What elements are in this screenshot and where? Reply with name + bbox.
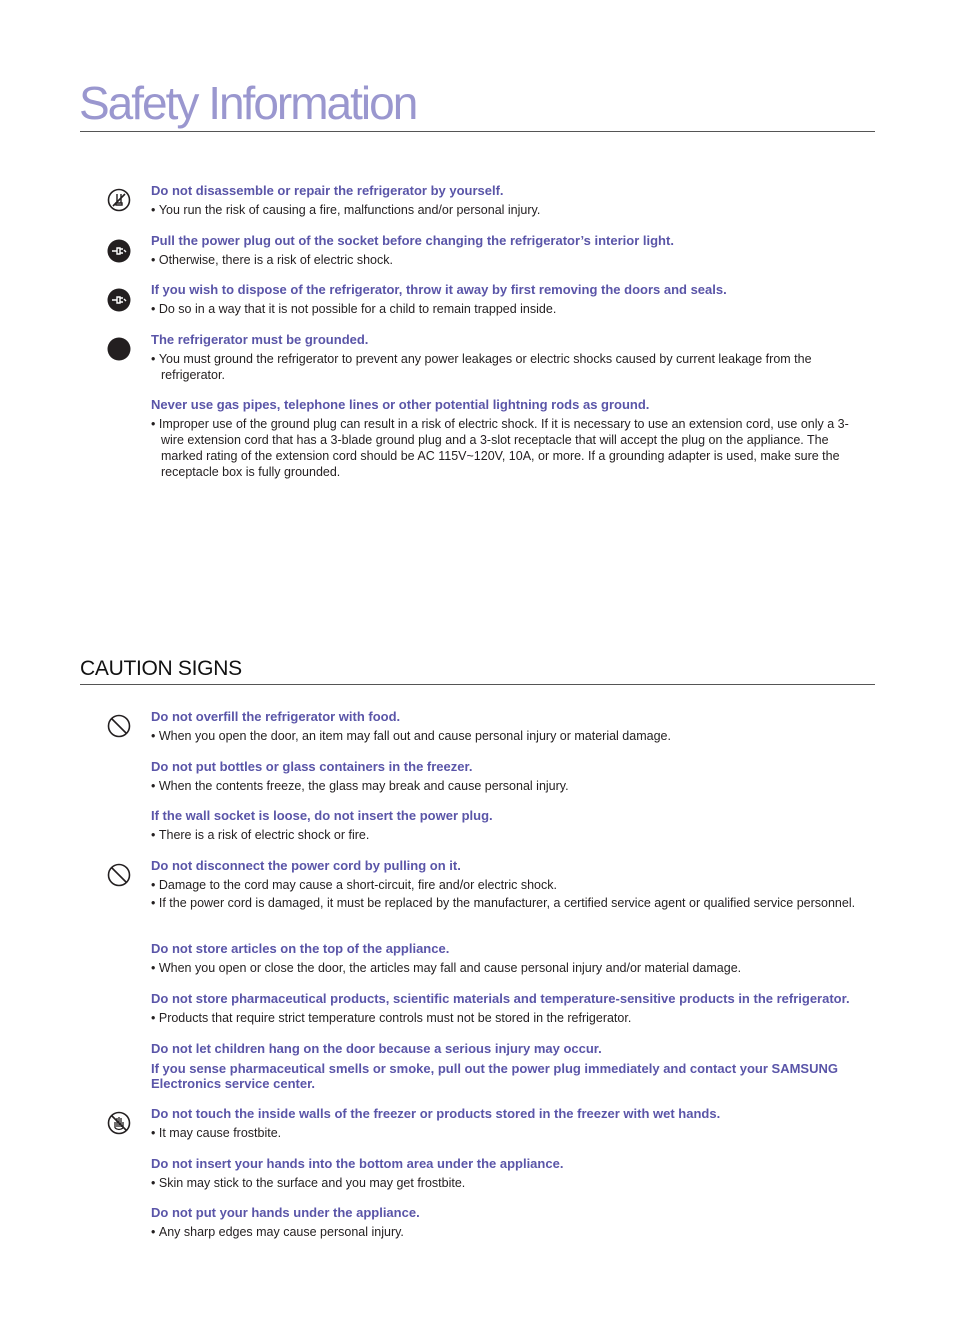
item-bullet: • Otherwise, there is a risk of electric shock. [151,252,861,268]
item-bullet: • Do so in a way that it is not possible for a child to remain trapped inside. [151,301,861,317]
warning-item-grounded [151,332,861,383]
item-title: The refrigerator must be grounded. [151,332,369,347]
title-divider [80,131,875,132]
caution-item-pharmaceutical [151,991,861,1026]
item-bullet: • Damage to the cord may cause a short-circuit, fire and/or electric shock. [151,877,861,893]
item-bullet: • Any sharp edges may cause personal injury. [151,1224,861,1240]
item-bullet: • Skin may stick to the surface and you may get frostbite. [151,1175,861,1191]
item-title: Do not touch the inside walls of the freezer or products stored in the freezer with wet hands. [151,1106,721,1121]
item-title: Do not store articles on the top of the appliance. [151,941,450,956]
caution-item-bottles [151,759,861,794]
item-bullet: • If the power cord is damaged, it must be replaced by the manufacturer, a certified service agent or qualified service personnel. [151,895,861,911]
prohibited-icon [107,863,131,887]
caution-heading: CAUTION SIGNS [80,657,242,680]
item-title: Do not let children hang on the door because a serious injury may occur. [151,1041,602,1056]
unplug-icon [107,239,131,263]
item-bullet: • When the contents freeze, the glass may break and cause personal injury. [151,778,861,794]
no-disassembly-icon [107,188,131,212]
caution-item-overfill [151,709,861,744]
item-title: Never use gas pipes, telephone lines or other potential lightning rods as ground. [151,397,650,412]
warning-item-disassemble [151,183,861,218]
item-title: Do not store pharmaceutical products, scientific materials and temperature-sensitive products in the refrigerator. [151,991,850,1006]
caution-item-articles-top [151,941,861,976]
item-bullet: • Products that require strict temperature controls must not be stored in the refrigerator. [151,1010,861,1026]
item-title: If you wish to dispose of the refrigerator, throw it away by first removing the doors and seals. [151,282,727,297]
item-bullet: • You must ground the refrigerator to prevent any power leakages or electric shocks caused by current leakage from the refrigerator. [151,351,861,383]
item-title: Do not disassemble or repair the refrigerator by yourself. [151,183,504,198]
ground-icon [107,337,131,361]
item-title: Do not overfill the refrigerator with food. [151,709,401,724]
item-title: Do not insert your hands into the bottom area under the appliance. [151,1156,564,1171]
no-wet-hands-icon [107,1111,131,1135]
caution-item-children [151,1041,861,1091]
caution-item-hands-under [151,1205,861,1240]
item-bullet: • There is a risk of electric shock or fire. [151,827,861,843]
unplug-icon [107,288,131,312]
item-title: Do not put bottles or glass containers in the freezer. [151,759,473,774]
prohibited-icon [107,714,131,738]
item-bullet: • When you open or close the door, the articles may fall and cause personal injury and/or material damage. [151,960,861,976]
item-bullet: • Improper use of the ground plug can result in a risk of electric shock. If it is necessary to use an extension cord, use only a 3-wire extension cord that has a 3-blade ground plug and a 3-slot receptacle that will accept the plug on the appliance. The marked rating of the extension cord should be AC 115V~120V, 10A, or more. If a grounding adapter is used, make sure the receptacle box is fully grounded. [151,416,861,480]
item-title: If the wall socket is loose, do not insert the power plug. [151,808,493,823]
item-bullet: • You run the risk of causing a fire, malfunctions and/or personal injury. [151,202,861,218]
caution-item-power-cord [151,858,861,911]
warning-item-dispose [151,282,861,317]
item-bullet: • It may cause frostbite. [151,1125,861,1141]
item-bullet: • When you open the door, an item may fall out and cause personal injury or material damage. [151,728,861,744]
warning-item-gas-pipes [151,397,861,480]
caution-item-wall-socket [151,808,861,843]
page-title: Safety Information [79,77,417,129]
item-title: Do not put your hands under the appliance. [151,1205,420,1220]
caution-divider [80,684,875,685]
caution-item-wet-hands [151,1106,861,1141]
item-title: Do not disconnect the power cord by pulling on it. [151,858,461,873]
caution-item-bottom-area [151,1156,861,1191]
item-title: If you sense pharmaceutical smells or smoke, pull out the power plug immediately and contact your SAMSUNG Electronics service center. [151,1061,838,1091]
warning-item-interior-light [151,233,861,268]
item-title: Pull the power plug out of the socket before changing the refrigerator’s interior light. [151,233,674,248]
